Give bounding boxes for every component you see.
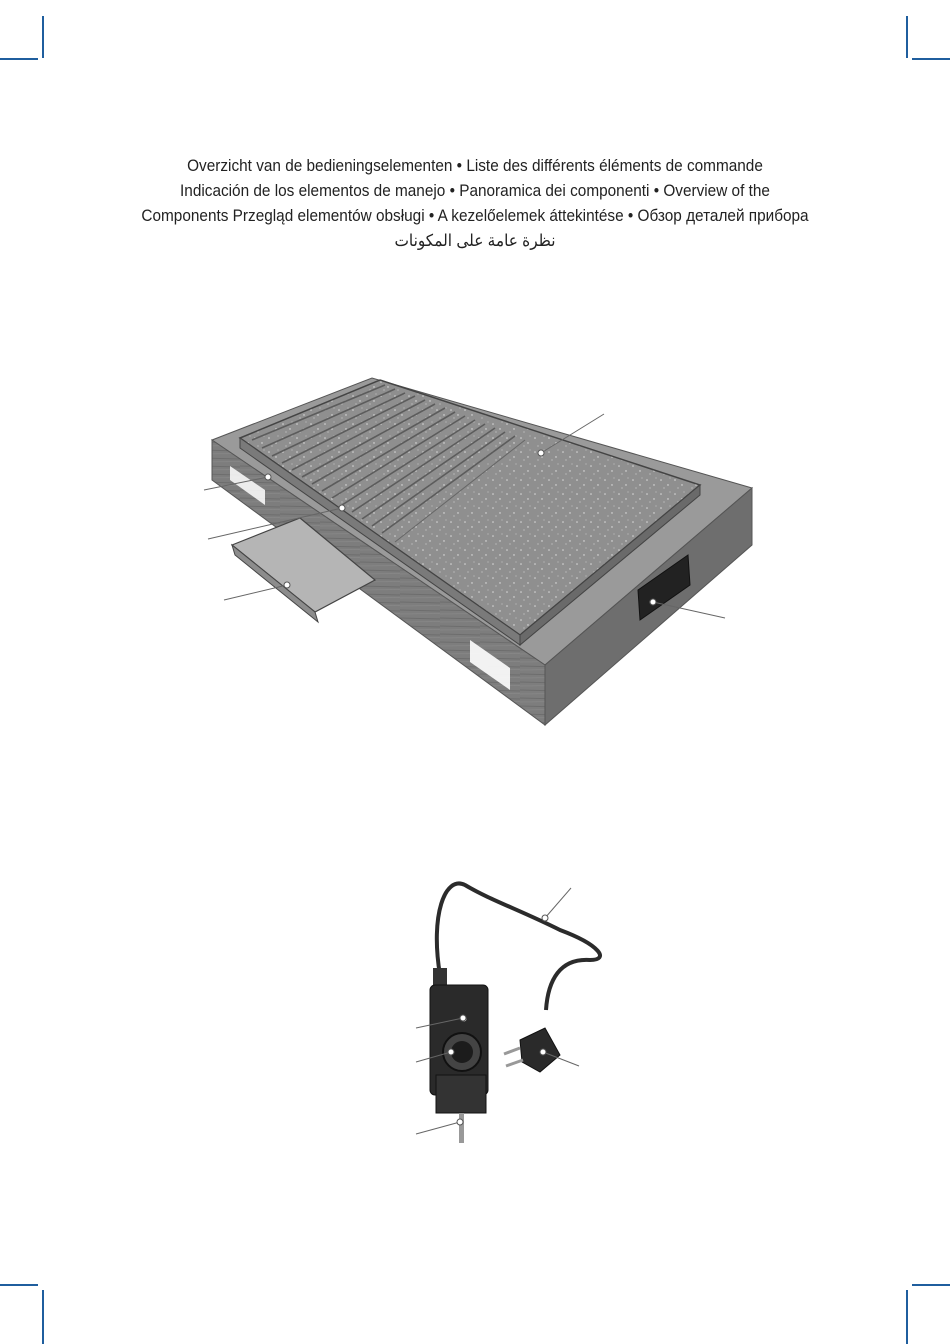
heading-line-arabic: نظرة عامة على المكونات [394, 232, 556, 250]
heading-line-3: Components Przegląd elementów obsługi • A kezelőelemek áttekintése • Обзор деталей прибора [141, 207, 809, 225]
grill-figure [204, 378, 752, 725]
heading-line-2: Indicación de los elementos de manejo • Panoramica dei componenti • Overview of the [180, 182, 770, 200]
plug-pin-2 [506, 1060, 523, 1066]
heading-line-1: Overzicht van de bedieningselementen • Liste des différents éléments de commande [187, 157, 763, 175]
thermostat-lower [436, 1075, 486, 1113]
thermostat-figure [416, 883, 600, 1143]
power-plug [520, 1028, 560, 1072]
temperature-probe [459, 1113, 464, 1143]
plug-pin-1 [504, 1048, 520, 1054]
